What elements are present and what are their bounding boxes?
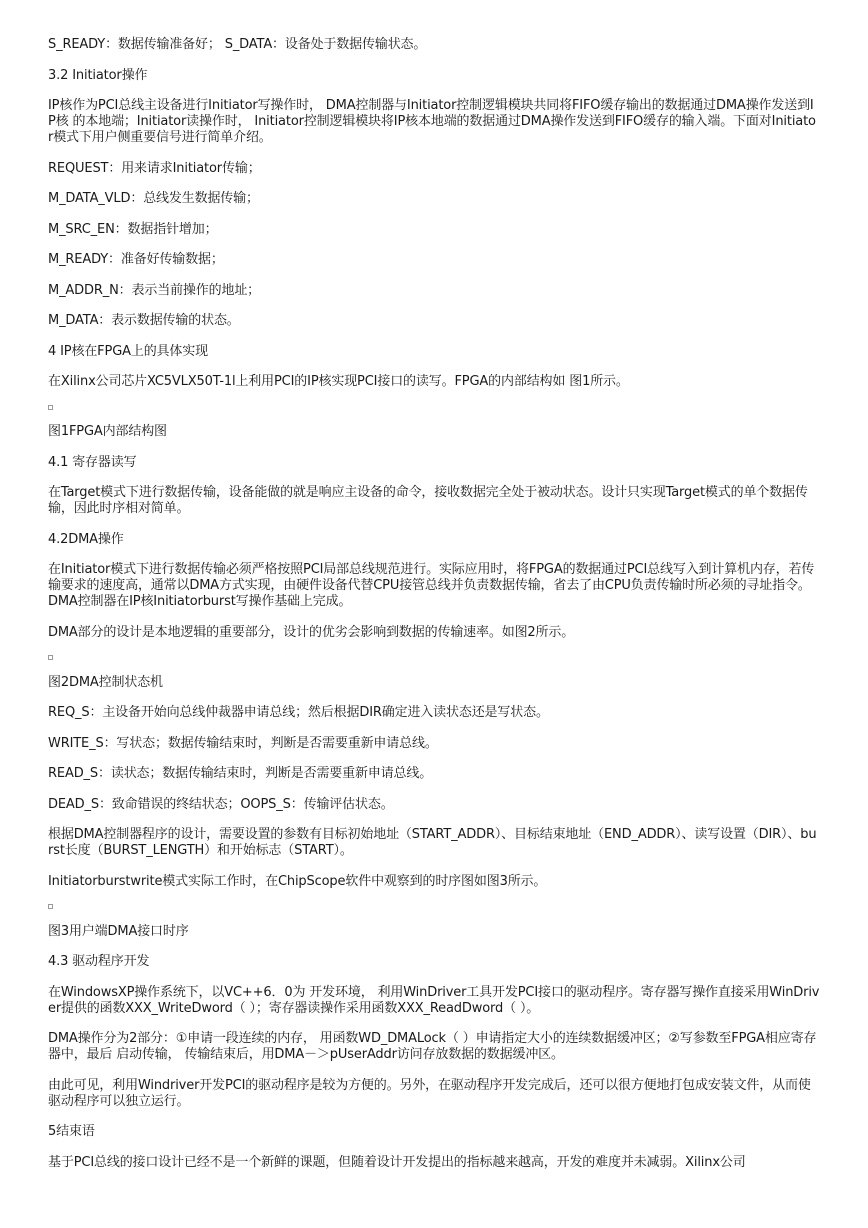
paragraph: 4.2DMA操作 [48, 531, 124, 547]
paragraph: S_READY：数据传输准备好； S_DATA：设备处于数据传输状态。 [48, 37, 427, 52]
paragraph: M_DATA_VLD：总线发生数据传输； [48, 191, 259, 206]
paragraph: M_SRC_EN：数据指针增加； [48, 221, 218, 237]
paragraph: DMA操作分为2部分：①申请一段连续的内存， 用函数WD_DMALock（ ）申请指定大小的连续数据缓冲区；②写参数至FPGA相应寄存器中，最后 启动传输， 传输结束后，用DMA－＞pUserAddr访问存放数据的数据缓冲区。 [48, 1031, 817, 1062]
paragraph: IP核作为PCI总线主设备进行Initiator写操作时， DMA控制器与Initiator控制逻辑模块共同将FIFO缓存输出的数据通过DMA操作发送到IP核 的本地端；Initiator读操作时， Initiator控制逻辑模块将IP核本地端的数据通过DMA操作发送到FIFO缓存的输入端。下面对Initiator模式下用户侧重要信号进行简单介绍。 [48, 98, 816, 145]
document-body [48, 37, 820, 1185]
paragraph: 在Xilinx公司芯片XC5VLX50T-1l上利用PCI的IP核实现PCI接口的读写。FPGA的内部结构如 图1所示。 [48, 374, 629, 389]
paragraph: 图3用户端DMA接口时序 [48, 923, 189, 939]
paragraph: 在WindowsXP操作系统下，以VC++6．0为 开发环境， 利用WinDriver工具开发PCI接口的驱动程序。寄存器写操作直接采用WinDriver提供的函数XXX_WriteDword（ ）；寄存器读操作采用函数XXX_ReadDword（ ）。 [48, 984, 820, 1016]
paragraph: M_READY：准备好传输数据； [48, 252, 224, 267]
paragraph: Initiatorburstwrite模式实际工作时，在ChipScope软件中观察到的时序图如图3所示。 [48, 873, 547, 889]
image-placeholder-icon [48, 405, 53, 410]
paragraph: 基于PCI总线的接口设计已经不是一个新鲜的课题，但随着设计开发提出的指标越来越高，开发的难度并未减弱。Xilinx公司 [48, 1154, 746, 1170]
paragraph: 4 IP核在FPGA上的具体实现 [48, 343, 208, 359]
paragraph: 由此可见，利用Windriver开发PCI的驱动程序是较为方便的。另外，在驱动程序开发完成后，还可以很方便地打包成安装文件，从而使驱动程序可以独立运行。 [48, 1077, 811, 1109]
paragraph: DMA部分的设计是本地逻辑的重要部分，设计的优劣会影响到数据的传输速率。如图2所示。 [48, 624, 575, 640]
image-placeholder-icon [48, 655, 53, 660]
paragraph: REQ_S：主设备开始向总线仲裁器申请总线；然后根据DIR确定进入读状态还是写状态。 [48, 705, 549, 720]
paragraph: DEAD_S：致命错误的终结状态；OOPS_S：传输评估状态。 [48, 796, 394, 812]
paragraph: 4.1 寄存器读写 [48, 454, 137, 470]
paragraph: WRITE_S：写状态；数据传输结束时，判断是否需要重新申请总线。 [48, 735, 438, 751]
paragraph: 3.2 Initiator操作 [48, 67, 148, 83]
paragraph: 4.3 驱动程序开发 [48, 954, 150, 969]
paragraph: 根据DMA控制器程序的设计，需要设置的参数有目标初始地址（START_ADDR）、目标结束地址（END_ADDR）、读写设置（DIR）、burst长度（BURST_LENGTH）和开始标志（START）。 [48, 827, 817, 858]
paragraph: 图1FPGA内部结构图 [48, 424, 167, 439]
image-placeholder-icon [48, 904, 53, 909]
paragraph: REQUEST：用来请求Initiator传输； [48, 160, 261, 176]
paragraph: 图2DMA控制状态机 [48, 674, 163, 690]
paragraph: READ_S：读状态；数据传输结束时，判断是否需要重新申请总线。 [48, 766, 433, 781]
paragraph: 5结束语 [48, 1124, 95, 1139]
paragraph: M_ADDR_N：表示当前操作的地址； [48, 282, 261, 298]
paragraph: 在Target模式下进行数据传输，设备能做的就是响应主设备的命令，接收数据完全处于被动状态。设计只实现Target模式的单个数据传输，因此时序相对简单。 [48, 485, 808, 516]
paragraph: 在Initiator模式下进行数据传输必须严格按照PCI局部总线规范进行。实际应用时，将FPGA的数据通过PCI总线写入到计算机内存，若传输要求的速度高，通常以DMA方式实现，由硬件设备代替CPU接管总线并负责数据传输，省去了由CPU负责传输时所必须的寻址指令。DMA控制器在IP核Initiatorburst写操作基础上完成。 [48, 562, 815, 609]
paragraph: M_DATA：表示数据传输的状态。 [48, 313, 240, 328]
